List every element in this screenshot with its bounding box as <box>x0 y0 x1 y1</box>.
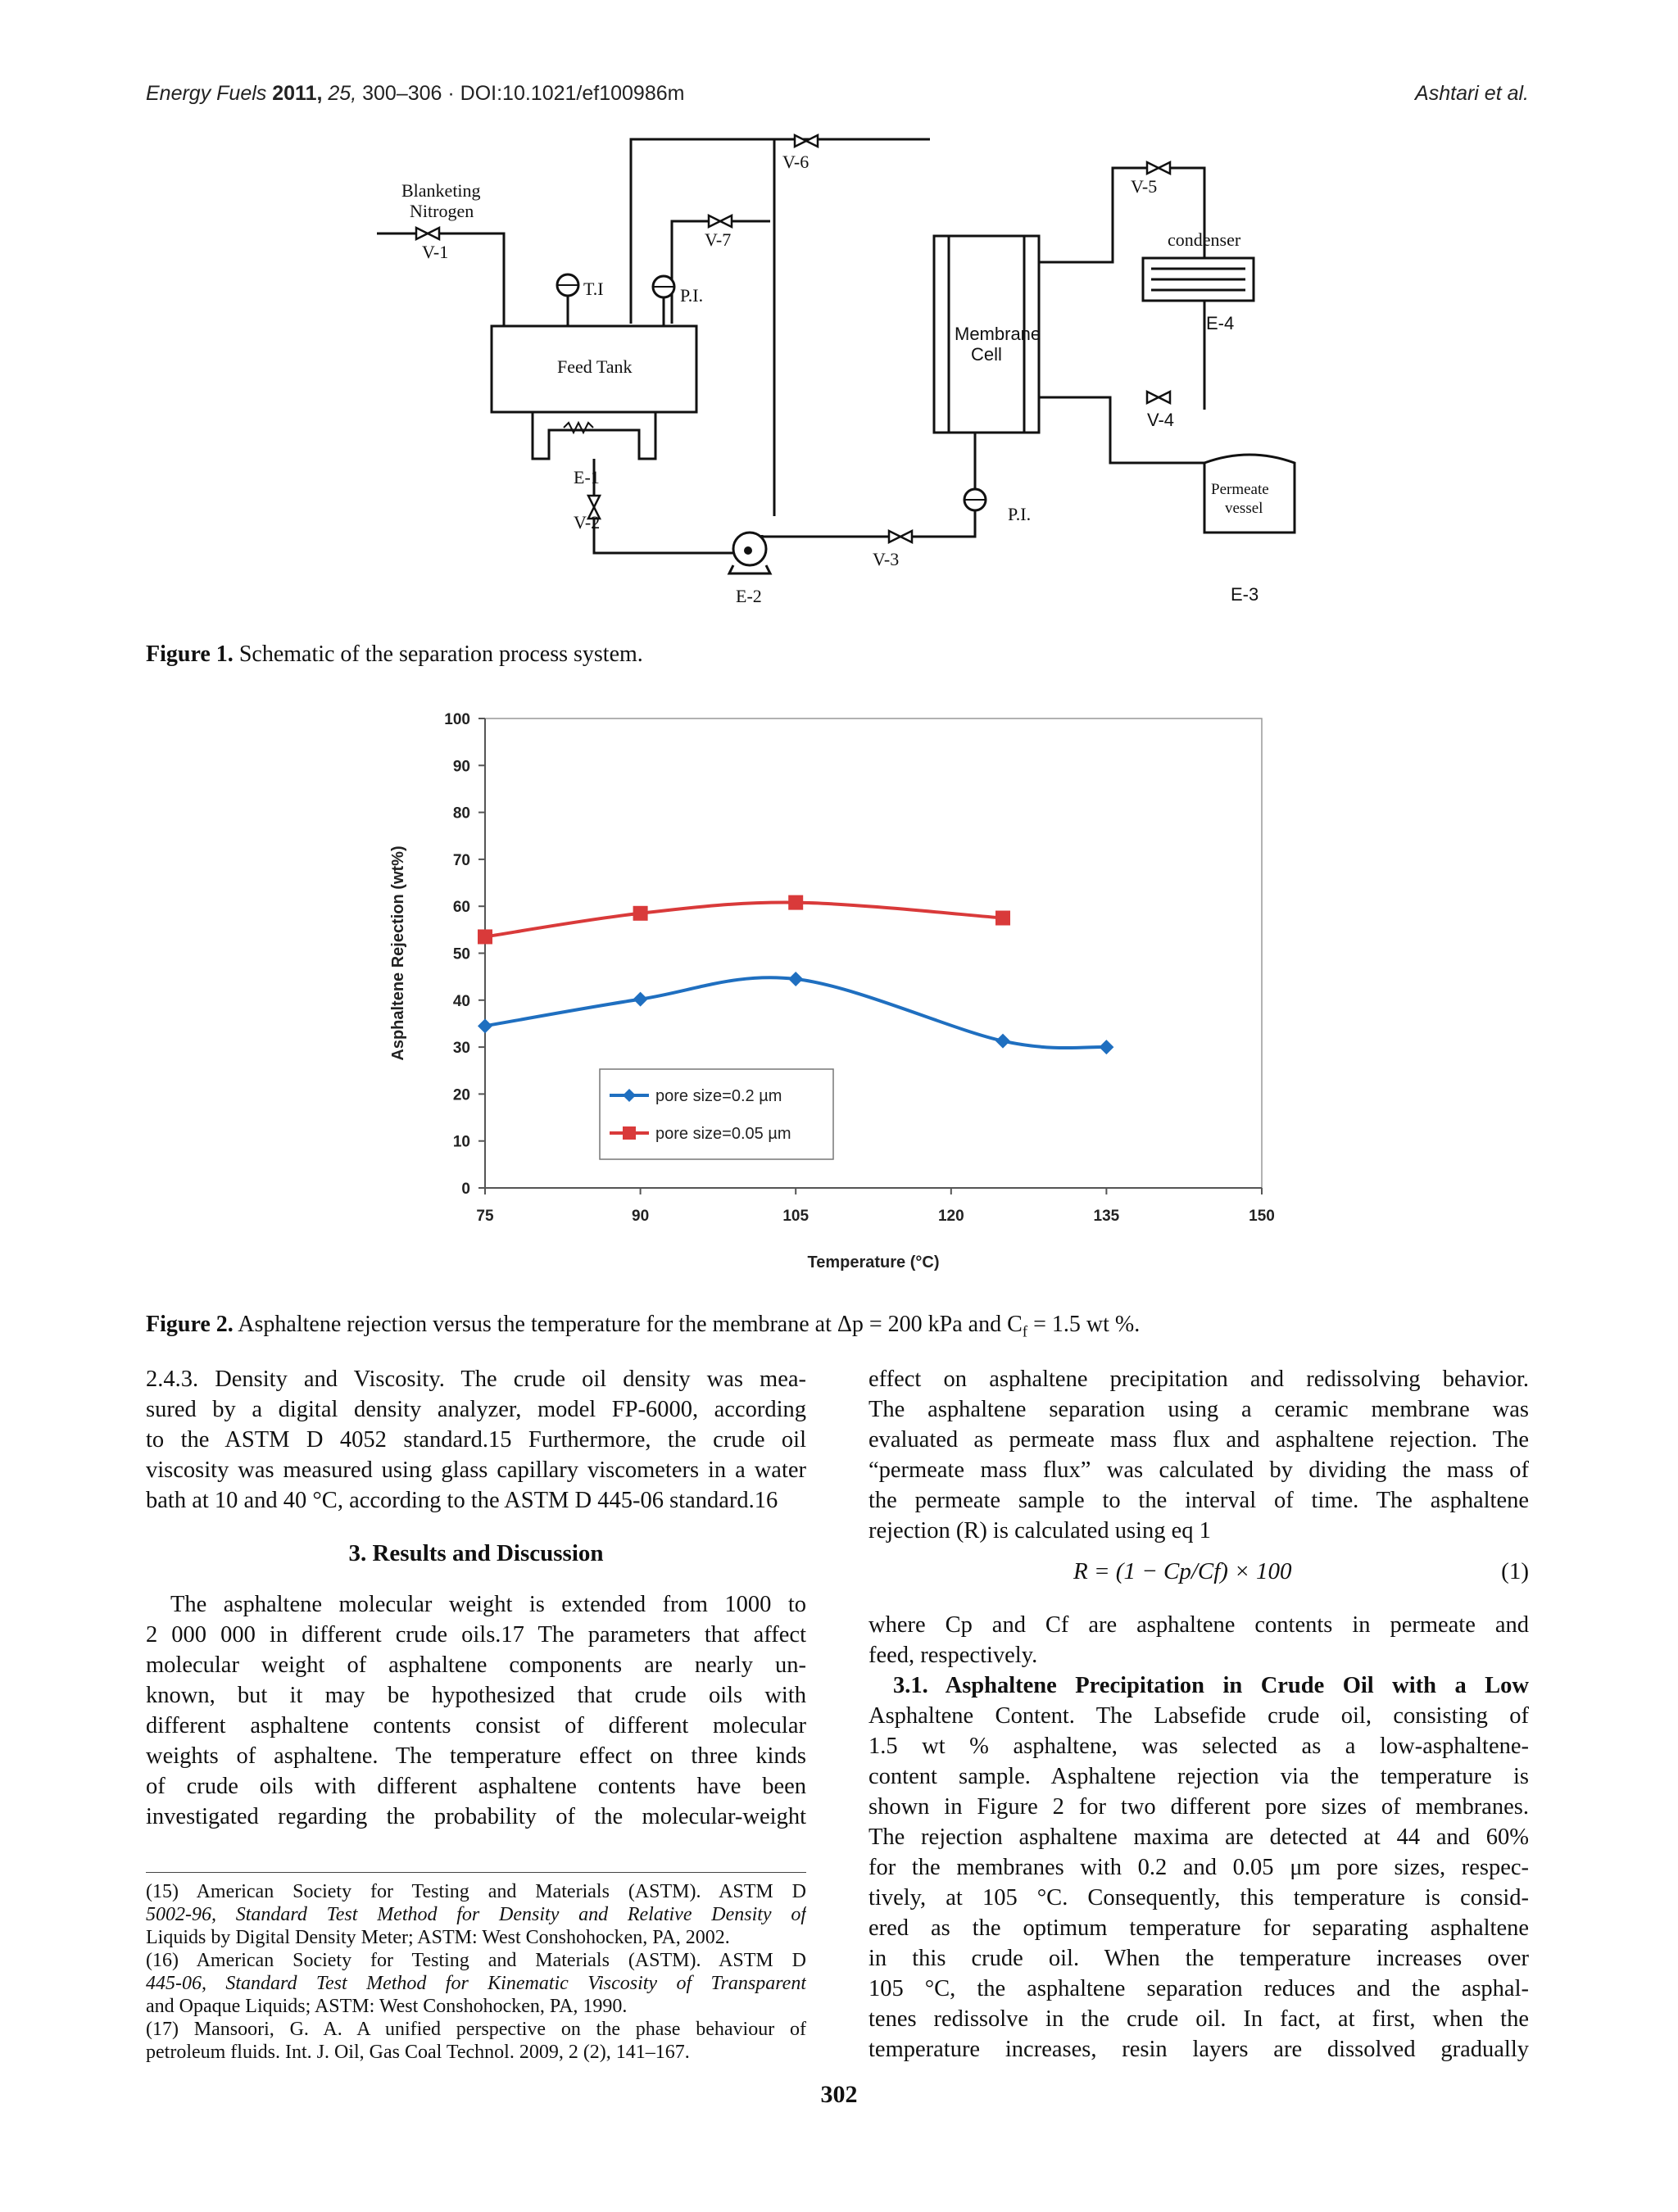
footnote-line: (15) American Society for Testing and Materials (ASTM). ASTM D <box>146 1881 806 1902</box>
text-line: of crude oils with different asphaltene contents have been <box>146 1774 806 1799</box>
x-tick-label: 135 <box>1093 1208 1120 1225</box>
y-tick-label: 20 <box>452 1086 470 1104</box>
data-point <box>478 1018 492 1033</box>
footnote-line: (16) American Society for Testing and Materials (ASTM). ASTM D <box>146 1950 806 1971</box>
text-line: where Cp and Cf are asphaltene contents in permeate and <box>868 1612 1529 1638</box>
label-feed-tank: Feed Tank <box>557 356 633 377</box>
figure-1-caption-label: Figure 1. <box>146 641 234 667</box>
x-tick-label: 105 <box>782 1208 810 1225</box>
text-line: Asphaltene Content. The Labsefide crude oil, consisting of <box>868 1703 1529 1729</box>
left-column-para2 <box>146 1589 806 1832</box>
series-line-0 <box>485 977 1106 1048</box>
text-line: in this crude oil. When the temperature increases over <box>868 1946 1529 1971</box>
footnote-line: 445-06, Standard Test Method for Kinematic Viscosity of Transparent <box>146 1973 806 1994</box>
data-point <box>995 1034 1010 1049</box>
text-line: viscosity was measured using glass capillary viscometers in a water <box>146 1457 806 1483</box>
page-number: 302 <box>820 2081 858 2108</box>
label-pi-cell: P.I. <box>1008 504 1032 524</box>
data-point <box>633 906 648 921</box>
text-line: effect on asphaltene precipitation and redissolving behavior. <box>868 1367 1529 1392</box>
text-line: content sample. Asphaltene rejection via the temperature is <box>868 1764 1529 1789</box>
y-tick-label: 100 <box>444 711 470 728</box>
label-ti: T.I <box>583 279 604 299</box>
data-point <box>995 911 1010 926</box>
y-tick-label: 60 <box>452 899 470 917</box>
text-line: temperature increases, resin layers are dissolved gradually <box>868 2037 1529 2062</box>
text-line: evaluated as permeate mass flux and asphaltene rejection. The <box>868 1427 1529 1453</box>
figure-2-caption <box>146 1311 1140 1347</box>
label-blanketing: Blanketing <box>401 180 481 201</box>
x-tick-label: 150 <box>1249 1208 1275 1225</box>
figure-1-caption <box>146 641 643 669</box>
right-column-para1 <box>868 1364 1529 1546</box>
journal-doi: · DOI:10.1021/ef100986m <box>447 82 685 105</box>
footnote-line: and Opaque Liquids; ASTM: West Conshohocken, PA, 1990. <box>146 1996 628 2017</box>
text-line: known, but it may be hypothesized that crude oils with <box>146 1683 806 1708</box>
label-v2: V-2 <box>574 512 601 533</box>
legend-label: pore size=0.2 µm <box>655 1087 782 1105</box>
footnote-line: (17) Mansoori, G. A. A unified perspective on the phase behaviour of <box>146 2019 806 2040</box>
chart-series-group <box>478 895 1113 1054</box>
y-axis-label: Asphaltene Rejection (wt%) <box>389 845 407 1061</box>
text-line: the permeate sample to the interval of time. The asphaltene <box>868 1488 1529 1513</box>
text-line: 105 °C, the asphaltene separation reduces and the asphal- <box>868 1976 1529 2001</box>
footnote-line: 5002-96, Standard Test Method for Density and Relative Density of <box>146 1904 806 1925</box>
label-v1: V-1 <box>422 242 449 262</box>
figure-2-chart <box>377 700 1303 1290</box>
legend-box <box>600 1069 833 1159</box>
label-e3: E-3 <box>1231 584 1259 605</box>
text-line: 3.1. Asphaltene Precipitation in Crude Oil with a Low <box>893 1673 1529 1698</box>
text-line: The asphaltene molecular weight is extended from 1000 to <box>170 1592 806 1617</box>
text-line: 2.4.3. Density and Viscosity. The crude oil density was mea- <box>146 1367 806 1392</box>
text-line: rejection (R) is calculated using eq 1 <box>868 1518 1211 1543</box>
journal-volume: 25, <box>328 82 357 105</box>
chart-legend <box>600 1069 833 1159</box>
text-line: The rejection asphaltene maxima are detected at 44 and 60% <box>868 1824 1529 1850</box>
text-line: tenes redissolve in the crude oil. In fact, at first, when the <box>868 2006 1529 2032</box>
right-column-para3 <box>868 1670 1529 2065</box>
data-point <box>478 929 492 944</box>
data-point <box>1099 1040 1113 1054</box>
running-header-authors: Ashtari et al. <box>1415 82 1529 105</box>
y-tick-label: 50 <box>452 945 470 963</box>
label-v4: V-4 <box>1147 410 1175 430</box>
legend-label: pore size=0.05 µm <box>655 1125 791 1143</box>
text-line: ered as the optimum temperature for separating asphaltene <box>868 1915 1529 1941</box>
text-line: molecular weight of asphaltene components are nearly un- <box>146 1652 806 1678</box>
data-point <box>788 972 803 986</box>
section-heading: 3. Results and Discussion <box>348 1540 604 1566</box>
journal-pages: 300–306 <box>362 82 442 105</box>
label-e2: E-2 <box>736 586 762 606</box>
data-point <box>788 895 803 910</box>
text-line: “permeate mass flux” was calculated by dividing the mass of <box>868 1457 1529 1483</box>
footnote-line: Liquids by Digital Density Meter; ASTM: West Conshohocken, PA, 2002. <box>146 1927 730 1948</box>
y-tick-label: 10 <box>452 1133 470 1151</box>
label-v6: V-6 <box>782 152 810 172</box>
text-line: tively, at 105 °C. Consequently, this temperature is consid- <box>868 1885 1529 1911</box>
figure-2-caption-sub: f <box>1022 1323 1028 1341</box>
right-column-para2 <box>868 1610 1529 1670</box>
figure-1-schematic <box>361 123 1327 623</box>
label-v5: V-5 <box>1131 176 1158 197</box>
label-condenser: condenser <box>1168 229 1241 250</box>
text-line: to the ASTM D 4052 standard.15 Furthermore, the crude oil <box>146 1427 806 1453</box>
series-line-1 <box>485 903 1003 937</box>
label-e1: E-1 <box>574 467 600 487</box>
chart-axes <box>389 711 1275 1271</box>
x-tick-label: 120 <box>937 1208 964 1225</box>
text-line: investigated regarding the probability of the molecular-weight <box>146 1804 806 1829</box>
label-e4: E-4 <box>1206 313 1235 333</box>
y-tick-label: 30 <box>452 1040 470 1058</box>
figure-2-caption-end: = 1.5 wt %. <box>1027 1312 1141 1337</box>
text-line: sured by a digital density analyzer, model FP-6000, according <box>146 1397 806 1422</box>
text-line: different asphaltene contents consist of different molecular <box>146 1713 806 1738</box>
text-line: weights of asphaltene. The temperature effect on three kinds <box>146 1743 806 1769</box>
legend-marker <box>623 1126 636 1140</box>
text-line: 1.5 wt % asphaltene, was selected as a low-asphaltene- <box>868 1734 1529 1759</box>
label-membrane: Membrane <box>955 324 1041 344</box>
x-tick-label: 75 <box>476 1208 494 1225</box>
left-column-para1 <box>146 1364 806 1516</box>
text-line: shown in Figure 2 for two different pore sizes of membranes. <box>868 1794 1529 1820</box>
text-line: for the membranes with 0.2 and 0.05 μm pore sizes, respec- <box>868 1855 1529 1880</box>
equation-number: (1) <box>1501 1558 1529 1584</box>
journal-name: Energy Fuels <box>146 82 267 105</box>
y-tick-label: 80 <box>452 805 470 823</box>
y-tick-label: 90 <box>452 758 470 776</box>
footnote-rule <box>146 1872 806 1873</box>
footnote-line: petroleum fluids. Int. J. Oil, Gas Coal Technol. 2009, 2 (2), 141–167. <box>146 2042 690 2063</box>
text-line: The asphaltene separation using a ceramic membrane was <box>868 1397 1529 1422</box>
text-line: 2 000 000 in different crude oils.17 The parameters that affect <box>146 1622 806 1648</box>
label-v3: V-3 <box>873 549 900 569</box>
y-tick-label: 0 <box>461 1181 470 1198</box>
footnotes <box>146 1880 806 2064</box>
x-axis-label: Temperature (°C) <box>807 1253 940 1271</box>
label-v7: V-7 <box>705 229 732 250</box>
label-cell: Cell <box>971 344 1002 365</box>
text-line: feed, respectively. <box>868 1643 1038 1668</box>
label-vessel: vessel <box>1225 500 1263 517</box>
label-permeate: Permeate <box>1211 481 1269 498</box>
label-nitrogen: Nitrogen <box>410 201 474 221</box>
y-tick-label: 40 <box>452 992 470 1010</box>
equation-formula: R = (1 − Cp/Cf) × 100 <box>1073 1558 1292 1584</box>
data-point <box>633 992 648 1007</box>
text-line: bath at 10 and 40 °C, according to the ASTM D 445-06 standard.16 <box>146 1488 778 1513</box>
figure-1-caption-text: Schematic of the separation process system. <box>238 641 643 667</box>
x-tick-label: 90 <box>632 1208 650 1225</box>
running-header-citation <box>146 82 684 106</box>
y-tick-label: 70 <box>452 851 470 869</box>
journal-year: 2011, <box>272 82 323 105</box>
figure-2-caption-text: Asphaltene rejection versus the temperature for the membrane at Δp = 200 kPa and C <box>238 1312 1023 1337</box>
label-pi-tank: P.I. <box>680 285 704 306</box>
figure-2-caption-label: Figure 2. <box>146 1312 234 1337</box>
